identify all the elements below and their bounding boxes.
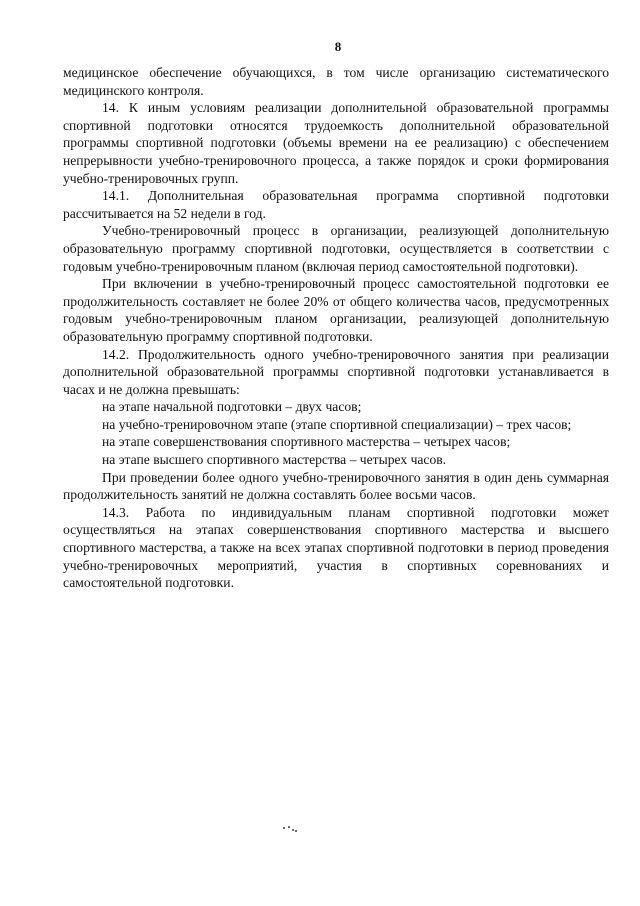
list-item-initial-stage: на этапе начальной подготовки – двух часов; bbox=[102, 399, 362, 415]
list-item-improvement-stage: на этапе совершенствования спортивного мастерства – четырех часов; bbox=[102, 434, 511, 450]
page-number: 8 bbox=[334, 39, 342, 54]
list-item-training-stage: на учебно-тренировочном этапе (этапе спортивной специализации) – трех часов; bbox=[102, 416, 572, 432]
scan-speck-marks bbox=[283, 826, 297, 832]
paragraph-self-training: При включении в учебно-тренировочный процесс самостоятельной подготовки ее продолжительность составляет не более 20% от общего количества часов, предусмотренных годовым учебно-тренировочным планом организации, реализующей дополнительную образовательную программу спортивной подготовки. bbox=[63, 276, 609, 344]
paragraph-14-2: 14.2. Продолжительность одного учебно-тренировочного занятия при реализации дополнительной образовательной программы спортивной подготовки устанавливается в часах и не должна превышать: bbox=[63, 346, 609, 397]
paragraph-training-process: Учебно-тренировочный процесс в организации, реализующей дополнительную образовательную программу спортивной подготовки, осуществляется в соответствии с годовым учебно-тренировочным планом (включая период самостоятельной подготовки). bbox=[63, 223, 609, 274]
document-body bbox=[63, 64, 609, 592]
list-item-higher-mastery-stage: на этапе высшего спортивного мастерства – четырех часов. bbox=[102, 452, 447, 468]
paragraph-14-3: 14.3. Работа по индивидуальным планам спортивной подготовки может осуществляться на этапах совершенствования спортивного мастерства и высшего спортивного мастерства, а также на всех этапах спортивной подготовки в период проведения учебно-тренировочных мероприятий, участия в спортивных соревнованиях и самостоятельной подготовки. bbox=[63, 504, 609, 591]
paragraph-multiple-sessions: При проведении более одного учебно-тренировочного занятия в один день суммарная продолжительность занятий не должна составлять более восьми часов. bbox=[63, 469, 609, 503]
paragraph-medical-support: медицинское обеспечение обучающихся, в том числе организацию систематического медицинского контроля. bbox=[63, 65, 609, 98]
paragraph-14-1: 14.1. Дополнительная образовательная программа спортивной подготовки рассчитывается на 52 недели в год. bbox=[63, 188, 609, 221]
paragraph-14: 14. К иным условиям реализации дополнительной образовательной программы спортивной подготовки относятся трудоемкость дополнительной образовательной программы спортивной подготовки (объемы времени на ее реализацию) с обеспечением непрерывности учебно-тренировочного процесса, а также порядок и сроки формирования учебно-тренировочных групп. bbox=[63, 100, 609, 186]
